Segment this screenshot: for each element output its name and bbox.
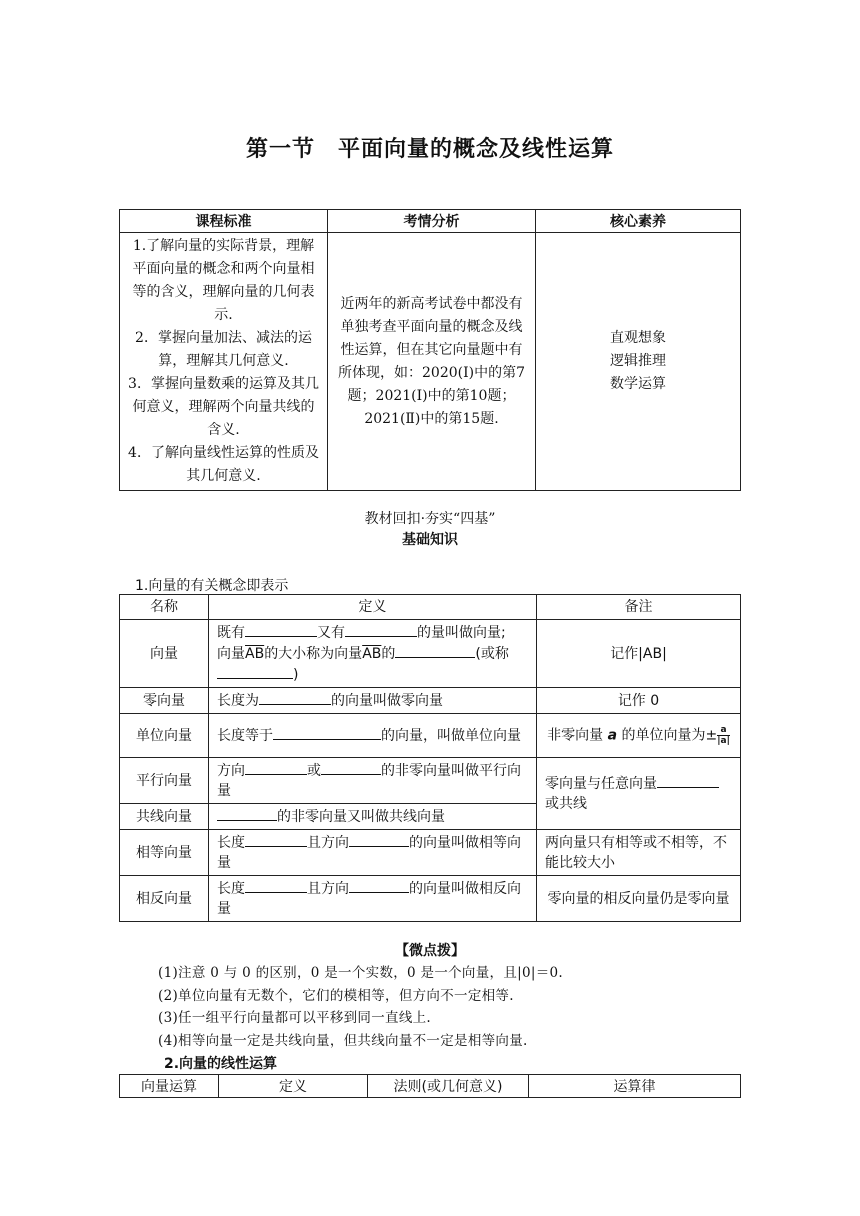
row-name: 共线向量 [120,804,209,830]
row-note [537,714,741,758]
ops-header-def: 定义 [219,1075,368,1098]
blank [217,806,277,821]
def-text: 又有 [317,625,345,641]
note-text: 非零向量 [547,727,604,744]
def-text: 方向 [217,763,245,779]
def-text: 的向量叫做相反向量 [217,881,521,917]
fraction-denominator: |a| [717,736,730,746]
concepts-header-note: 备注 [537,595,741,620]
def-text: 的量叫做向量; [417,625,506,641]
header-standards: 课程标准 [120,210,328,233]
standards-table [119,209,741,491]
table-row [120,876,741,922]
blank [273,725,381,740]
table-row [120,830,741,876]
row-name: 相等向量 [120,830,209,876]
tips-title: 【微点拨】 [395,943,465,959]
unit-vector-fraction [717,725,730,746]
def-text: 向量 [217,646,245,662]
def-text: 既有 [217,625,245,641]
row-definition [209,830,537,876]
row-name: 单位向量 [120,714,209,758]
note-vector: a [607,727,618,744]
row-name: 向量 [120,620,209,688]
note-text: 或共线 [545,796,587,812]
header-literacy: 核心素养 [536,210,741,233]
def-text: 长度 [217,881,245,897]
def-text: 的非零向量叫做平行向量 [217,763,521,799]
def-text: 的大小称为向量 [264,646,363,662]
row-name: 零向量 [120,688,209,714]
tips-list [158,962,563,1052]
row-note [537,758,741,830]
def-text: 长度等于 [217,728,273,744]
def-text: 且方向 [307,881,349,897]
vector-ab: $\overline{AB}$ [245,646,265,662]
row-definition [209,758,537,804]
subtitle: 教材回扣·夯实“四基” [364,511,496,527]
table-row [120,620,741,688]
section2-title: 2.向量的线性运算 [164,1056,278,1072]
table-row [120,758,741,804]
blank [245,878,307,893]
blank [259,690,331,705]
def-text: 且方向 [307,835,349,851]
def-text: ) [293,667,299,683]
standard-item: 3．掌握向量数乘的运算及其几何意义，理解两个向量共线的含义. [128,376,319,438]
literacy-item: 逻辑推理 [610,353,666,369]
row-definition [209,876,537,922]
def-text: 的 [381,646,396,662]
blank [349,878,409,893]
concepts-header-def: 定义 [209,595,537,620]
literacy-cell [536,233,741,491]
def-text: (或称 [475,646,509,662]
def-text: 的非零向量又叫做共线向量 [277,809,445,825]
row-name: 相反向量 [120,876,209,922]
section1-title: 1.向量的有关概念即表示 [135,578,289,594]
tip-item: (2)单位向量有无数个，它们的模相等，但方向不一定相等. [158,987,514,1004]
def-text: 的向量，叫做单位向量 [381,728,521,744]
standard-item: 1.了解向量的实际背景，理解平面向量的概念和两个向量相等的含义，理解向量的几何表示. [132,238,315,323]
ops-header-rule: 法则(或几何意义) [368,1075,529,1098]
ops-table [119,1074,741,1098]
ops-header-op: 向量运算 [120,1075,219,1098]
section-basic: 基础知识 [402,532,458,548]
literacy-item: 数学运算 [610,376,666,392]
fraction-numerator: a [717,725,730,736]
blank [245,622,317,637]
def-text: 长度 [217,835,245,851]
analysis-cell: 近两年的新高考试卷中都没有单独考查平面向量的概念及线性运算，但在其它向量题中有所体现，如：2020(Ⅰ)中的第7题；2021(Ⅰ)中的第10题；2021(Ⅱ)中的第15题. [328,233,536,491]
row-note: 记作|AB| [537,620,741,688]
note-text: 的单位向量为± [621,727,718,744]
blank [345,622,417,637]
row-definition [209,714,537,758]
blank [217,664,293,679]
blank [657,773,719,788]
tip-item: (4)相等向量一定是共线向量，但共线向量不一定是相等向量. [158,1032,528,1049]
header-analysis: 考情分析 [328,210,536,233]
page-title: 第一节 平面向量的概念及线性运算 [245,137,614,162]
def-text: 的向量叫做零向量 [331,693,443,709]
blank [245,760,307,775]
row-definition [209,688,537,714]
row-definition [209,620,537,688]
standard-item: 4．了解向量线性运算的性质及其几何意义. [128,445,319,484]
standard-item: 2．掌握向量加法、减法的运算，理解其几何意义. [135,330,312,369]
table-row [120,688,741,714]
blank [321,760,381,775]
tip-item: (3)任一组平行向量都可以平移到同一直线上. [158,1010,432,1026]
row-name: 平行向量 [120,758,209,804]
blank [395,643,475,658]
note-text: 零向量与任意向量 [545,776,657,792]
standards-cell [120,233,328,491]
def-text: 的向量叫做相等向量 [217,835,521,871]
ops-header-law: 运算律 [529,1075,741,1098]
row-note: 记作 0 [537,688,741,714]
literacy-item: 直观想象 [610,330,666,346]
vector-ab: $\overline{AB}$ [362,646,382,662]
def-text: 长度为 [217,693,259,709]
row-definition [209,804,537,830]
row-note: 零向量的相反向量仍是零向量 [537,876,741,922]
table-row [120,714,741,758]
concepts-table [119,594,741,922]
blank [349,832,409,847]
tip-item: (1)注意 0 与 0 的区别，0 是一个实数，0 是一个向量，且|0|＝0. [158,965,563,981]
blank [245,832,307,847]
def-text: 或 [307,763,321,779]
row-note: 两向量只有相等或不相等，不能比较大小 [537,830,741,876]
concepts-header-name: 名称 [120,595,209,620]
